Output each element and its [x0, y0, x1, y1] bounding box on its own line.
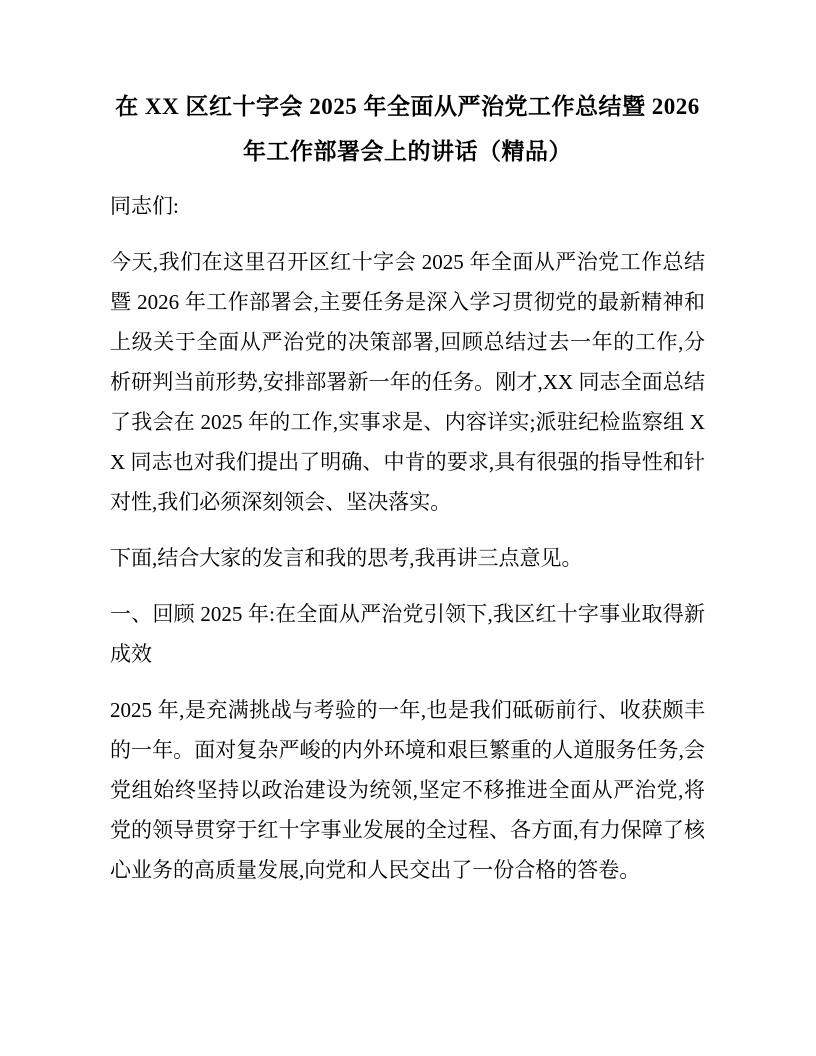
section-one-heading: 一、回顾 2025 年:在全面从严治党引领下,我区红十字事业取得新成效 — [110, 602, 705, 666]
transition-paragraph: 下面,结合大家的发言和我的思考,我再讲三点意见。 — [110, 546, 583, 570]
salutation-paragraph: 同志们: — [110, 194, 179, 218]
opening-paragraph: 今天,我们在这里召开区红十字会 2025 年全面从严治党工作总结暨 2026 年工作部署会,主要任务是深入学习贯彻党的最新精神和上级关于全面从严治党的决策部署,回顾总结过去一年的工作,分析研判当前形势,安排部署新一年的任务。刚才,XX 同志全面总结了我会在 2025 年的工作,实事求是、内容详实;派驻纪检监察组 XX 同志也对我们提出了明确、中肯的要求,具有很强的指导性和针对性,我们必须深刻领会、坚决落实。 — [110, 250, 705, 514]
section-one-body-paragraph: 2025 年,是充满挑战与考验的一年,也是我们砥砺前行、收获颇丰的一年。面对复杂严峻的内外环境和艰巨繁重的人道服务任务,会党组始终坚持以政治建设为统领,坚定不移推进全面从严治党,将党的领导贯穿于红十字事业发展的全过程、各方面,有力保障了核心业务的高质量发展,向党和人民交出了一份合格的答卷。 — [110, 698, 705, 882]
document-title: 在 XX 区红十字会 2025 年全面从严治党工作总结暨 2026 年工作部署会上的讲话（精品） — [115, 94, 700, 164]
